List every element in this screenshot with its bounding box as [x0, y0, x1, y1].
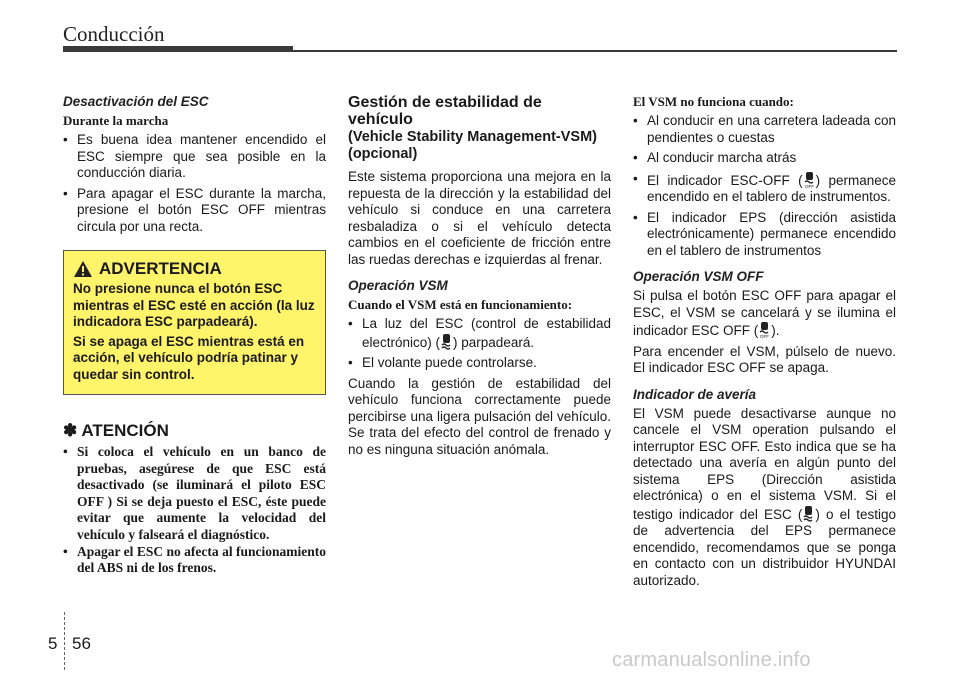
list-item: • Es buena idea mantener encendido el ESC siempre que sea posible en la conducción diaria. — [63, 132, 326, 182]
warning-paragraph: No presione nunca el botón ESC mientras el ESC esté en acción (la luz indicadora ESC parpadeará). — [73, 281, 315, 329]
paragraph: Este sistema proporciona una mejora en la repuesta de la dirección y la estabilidad del vehículo si conduce en una carretera resbaladiza o si el vehículo detecta cambios en el coeficiente de fricción entre las ruedas derechas e izquierdas al frenar. — [348, 169, 611, 267]
list-item-text: ) parpadeará. — [453, 334, 535, 350]
section-heading-vsm: Gestión de estabilidad de vehículo — [348, 94, 542, 128]
list-item-text: El indicador ESC-OFF ( — [647, 172, 803, 188]
attention-heading: ✽ ATENCIÓN — [63, 421, 169, 440]
bullet-list — [633, 113, 896, 259]
svg-text:OFF: OFF — [804, 183, 814, 189]
warning-paragraph: Si se apaga el ESC mientras está en acción, el vehículo podría patinar y quedar sin control. — [73, 333, 305, 382]
paragraph-text: Si pulsa el botón ESC OFF para apagar el ESC, el VSM se cancelará y se ilumina el indicador ESC OFF ( — [633, 288, 896, 338]
bullet-list — [63, 132, 326, 235]
list-item — [348, 316, 611, 351]
list-item: • Para apagar el ESC durante la marcha, presione el botón ESC OFF mientras circula por una recta. — [63, 186, 326, 236]
paragraph: Para encender el VSM, púlselo de nuevo. El indicador ESC OFF se apaga. — [633, 343, 896, 375]
esc-off-car-icon — [803, 171, 816, 189]
column-3 — [633, 94, 896, 593]
list-item: • Si coloca el vehículo en un banco de pruebas, asegúrese de que ESC está desactivado (se iluminará el piloto ESC OFF ) Si se deja puesto el ESC, éste puede evitar que aumente la velocidad del vehículo y falseará el diagnóstico. — [63, 444, 326, 544]
subheading-vsm-running: Cuando el VSM está en funcionamiento: — [348, 297, 573, 312]
paragraph-text: ) o el testigo de advertencia del EPS permanece encendido, recomendamos que se ponga en contacto con un distribuidor HYUNDAI autorizado. — [633, 506, 896, 588]
esc-car-icon — [440, 333, 453, 351]
warning-box — [63, 250, 326, 395]
svg-text:OFF: OFF — [760, 334, 770, 339]
header-rule — [63, 50, 897, 52]
subheading-esc-deactivation: Desactivación del ESC — [63, 94, 209, 109]
list-item-text: La luz del ESC (control de estabilidad electrónico) ( — [362, 316, 611, 350]
paragraph — [633, 288, 896, 340]
section-subheading-vsm: (Vehicle Stability Management-VSM) (opcional) — [348, 129, 597, 162]
warning-title: ADVERTENCIA — [99, 259, 222, 278]
list-item: • Al conducir en una carretera ladeada con pendientes o cuestas — [633, 113, 896, 146]
page-number-divider — [64, 612, 65, 670]
paragraph: Cuando la gestión de estabilidad del vehículo funciona correctamente puede percibirse una ligera pulsación del vehículo. Se trata del efecto del control de frenado y no es ninguna situación anómala. — [348, 375, 611, 457]
page-header-title: Conducción — [63, 22, 165, 46]
list-item-text: ) permanece encendido en el tablero de instrumentos. — [647, 172, 896, 204]
list-item — [633, 171, 896, 206]
subheading-vsm-operation: Operación VSM — [348, 278, 448, 293]
page-number: 56 — [72, 634, 91, 653]
list-item: • Al conducir marcha atrás — [633, 150, 896, 167]
esc-car-icon — [802, 505, 815, 523]
bullet-list — [348, 316, 611, 372]
list-item: • El volante puede controlarse. — [348, 355, 611, 372]
paragraph — [633, 406, 896, 590]
column-1 — [63, 94, 326, 577]
subheading-during-driving: Durante la marcha — [63, 113, 169, 128]
warning-header — [73, 259, 317, 279]
list-item: • Apagar el ESC no afecta al funcionamiento del ABS ni de los frenos. — [63, 544, 326, 577]
attention-list — [63, 444, 326, 577]
list-item: • El indicador EPS (dirección asistida electrónicamente) permanece encendido en el tablero de instrumentos — [633, 210, 896, 260]
section-number: 5 — [48, 634, 58, 653]
paragraph-text: ). — [771, 323, 780, 338]
subheading-vsm-not-working: El VSM no funciona cuando: — [633, 94, 794, 109]
paragraph-text: El VSM puede desactivarse aunque no cancele el VSM operation pulsando el interruptor ESC OFF. Esto indica que se ha detectado una avería en algún punto del sistema EPS (Dirección asistida electrónica) o en el sistema VSM. Si el testigo indicador del ESC ( — [633, 405, 896, 522]
watermark: carmanualsonline.info — [612, 649, 811, 671]
subheading-vsm-off: Operación VSM OFF — [633, 269, 764, 284]
warning-triangle-icon — [73, 260, 93, 278]
esc-off-car-icon — [758, 321, 771, 339]
subheading-fault-indicator: Indicador de avería — [633, 386, 757, 402]
column-2 — [348, 94, 611, 462]
